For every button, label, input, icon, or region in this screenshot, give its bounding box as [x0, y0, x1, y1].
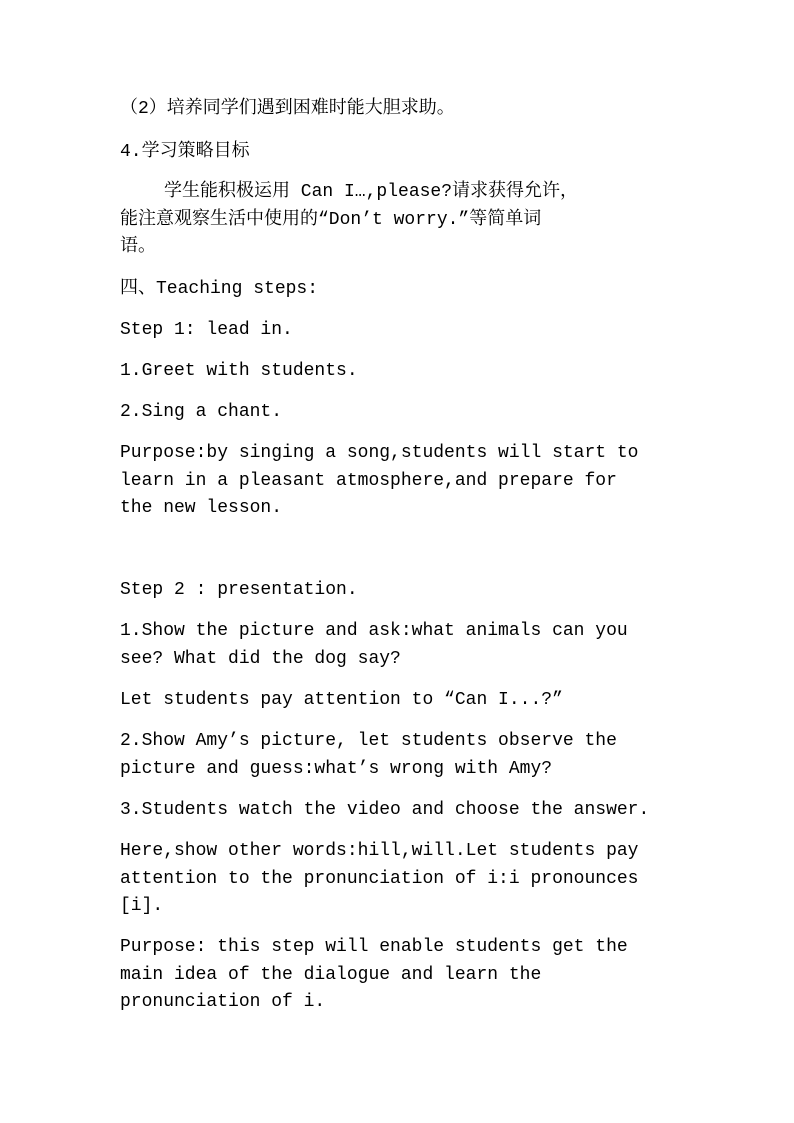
text-line: 2.Show Amy’s picture, let students observe the: [120, 731, 617, 751]
step-1-heading: [120, 317, 665, 345]
step-2-note: [120, 687, 665, 715]
section-heading-learning-strategy: [120, 139, 665, 167]
text-line: 四、Teaching steps:: [120, 279, 319, 299]
text-line: Step 1: lead in.: [120, 320, 293, 340]
text-line: Here,show other words:hill,will.Let students pay: [120, 841, 639, 861]
step-2-pronunciation-note: [120, 838, 665, 921]
text-line: Let students pay attention to “Can I...?”: [120, 690, 563, 710]
text-line: 1.Show the picture and ask:what animals can you: [120, 621, 628, 641]
step-1-item-1: [120, 358, 665, 386]
text-line: learn in a pleasant atmosphere,and prepare for: [120, 470, 617, 491]
text-line: pronunciation of i.: [120, 992, 326, 1012]
text-line: Step 2 : presentation.: [120, 580, 358, 600]
step-2-item-3: [120, 797, 665, 825]
step-1-purpose: [120, 440, 665, 523]
text-line: [i].: [120, 896, 164, 916]
text-line: 学生能积极运用 Can I…,please?请求获得允许，: [164, 182, 579, 202]
text-line: Purpose: this step will enable students get the: [120, 937, 628, 957]
text-line: 语。: [120, 237, 156, 257]
text-line: 3.Students watch the video and choose the answer.: [120, 800, 650, 820]
text-line: 1.Greet with students.: [120, 361, 358, 381]
text-line: attention to the pronunciation of i:i pronounces: [120, 868, 639, 889]
step-2-item-2: [120, 728, 665, 783]
step-2-item-1: [120, 618, 665, 673]
objective-item-2: [120, 96, 665, 124]
step-2-purpose: [120, 934, 665, 1017]
step-2-heading: [120, 577, 665, 605]
text-line: main idea of the dialogue and learn the: [120, 964, 542, 985]
text-line: 2.Sing a chant.: [120, 402, 283, 422]
learning-strategy-paragraph: [120, 179, 665, 262]
text-line: picture and guess:what’s wrong with Amy?: [120, 758, 553, 779]
text-line: Purpose:by singing a song,students will start to: [120, 443, 639, 463]
text-line: see? What did the dog say?: [120, 648, 401, 669]
text-line: 4.学习策略目标: [120, 142, 250, 162]
text-line: （2）培养同学们遇到困难时能大胆求助。: [120, 99, 455, 119]
step-1-item-2: [120, 399, 665, 427]
section-heading-teaching-steps: [120, 276, 665, 304]
text-line: the new lesson.: [120, 498, 283, 518]
text-line: 能注意观察生活中使用的“Don’t worry.”等简单词: [120, 209, 542, 230]
